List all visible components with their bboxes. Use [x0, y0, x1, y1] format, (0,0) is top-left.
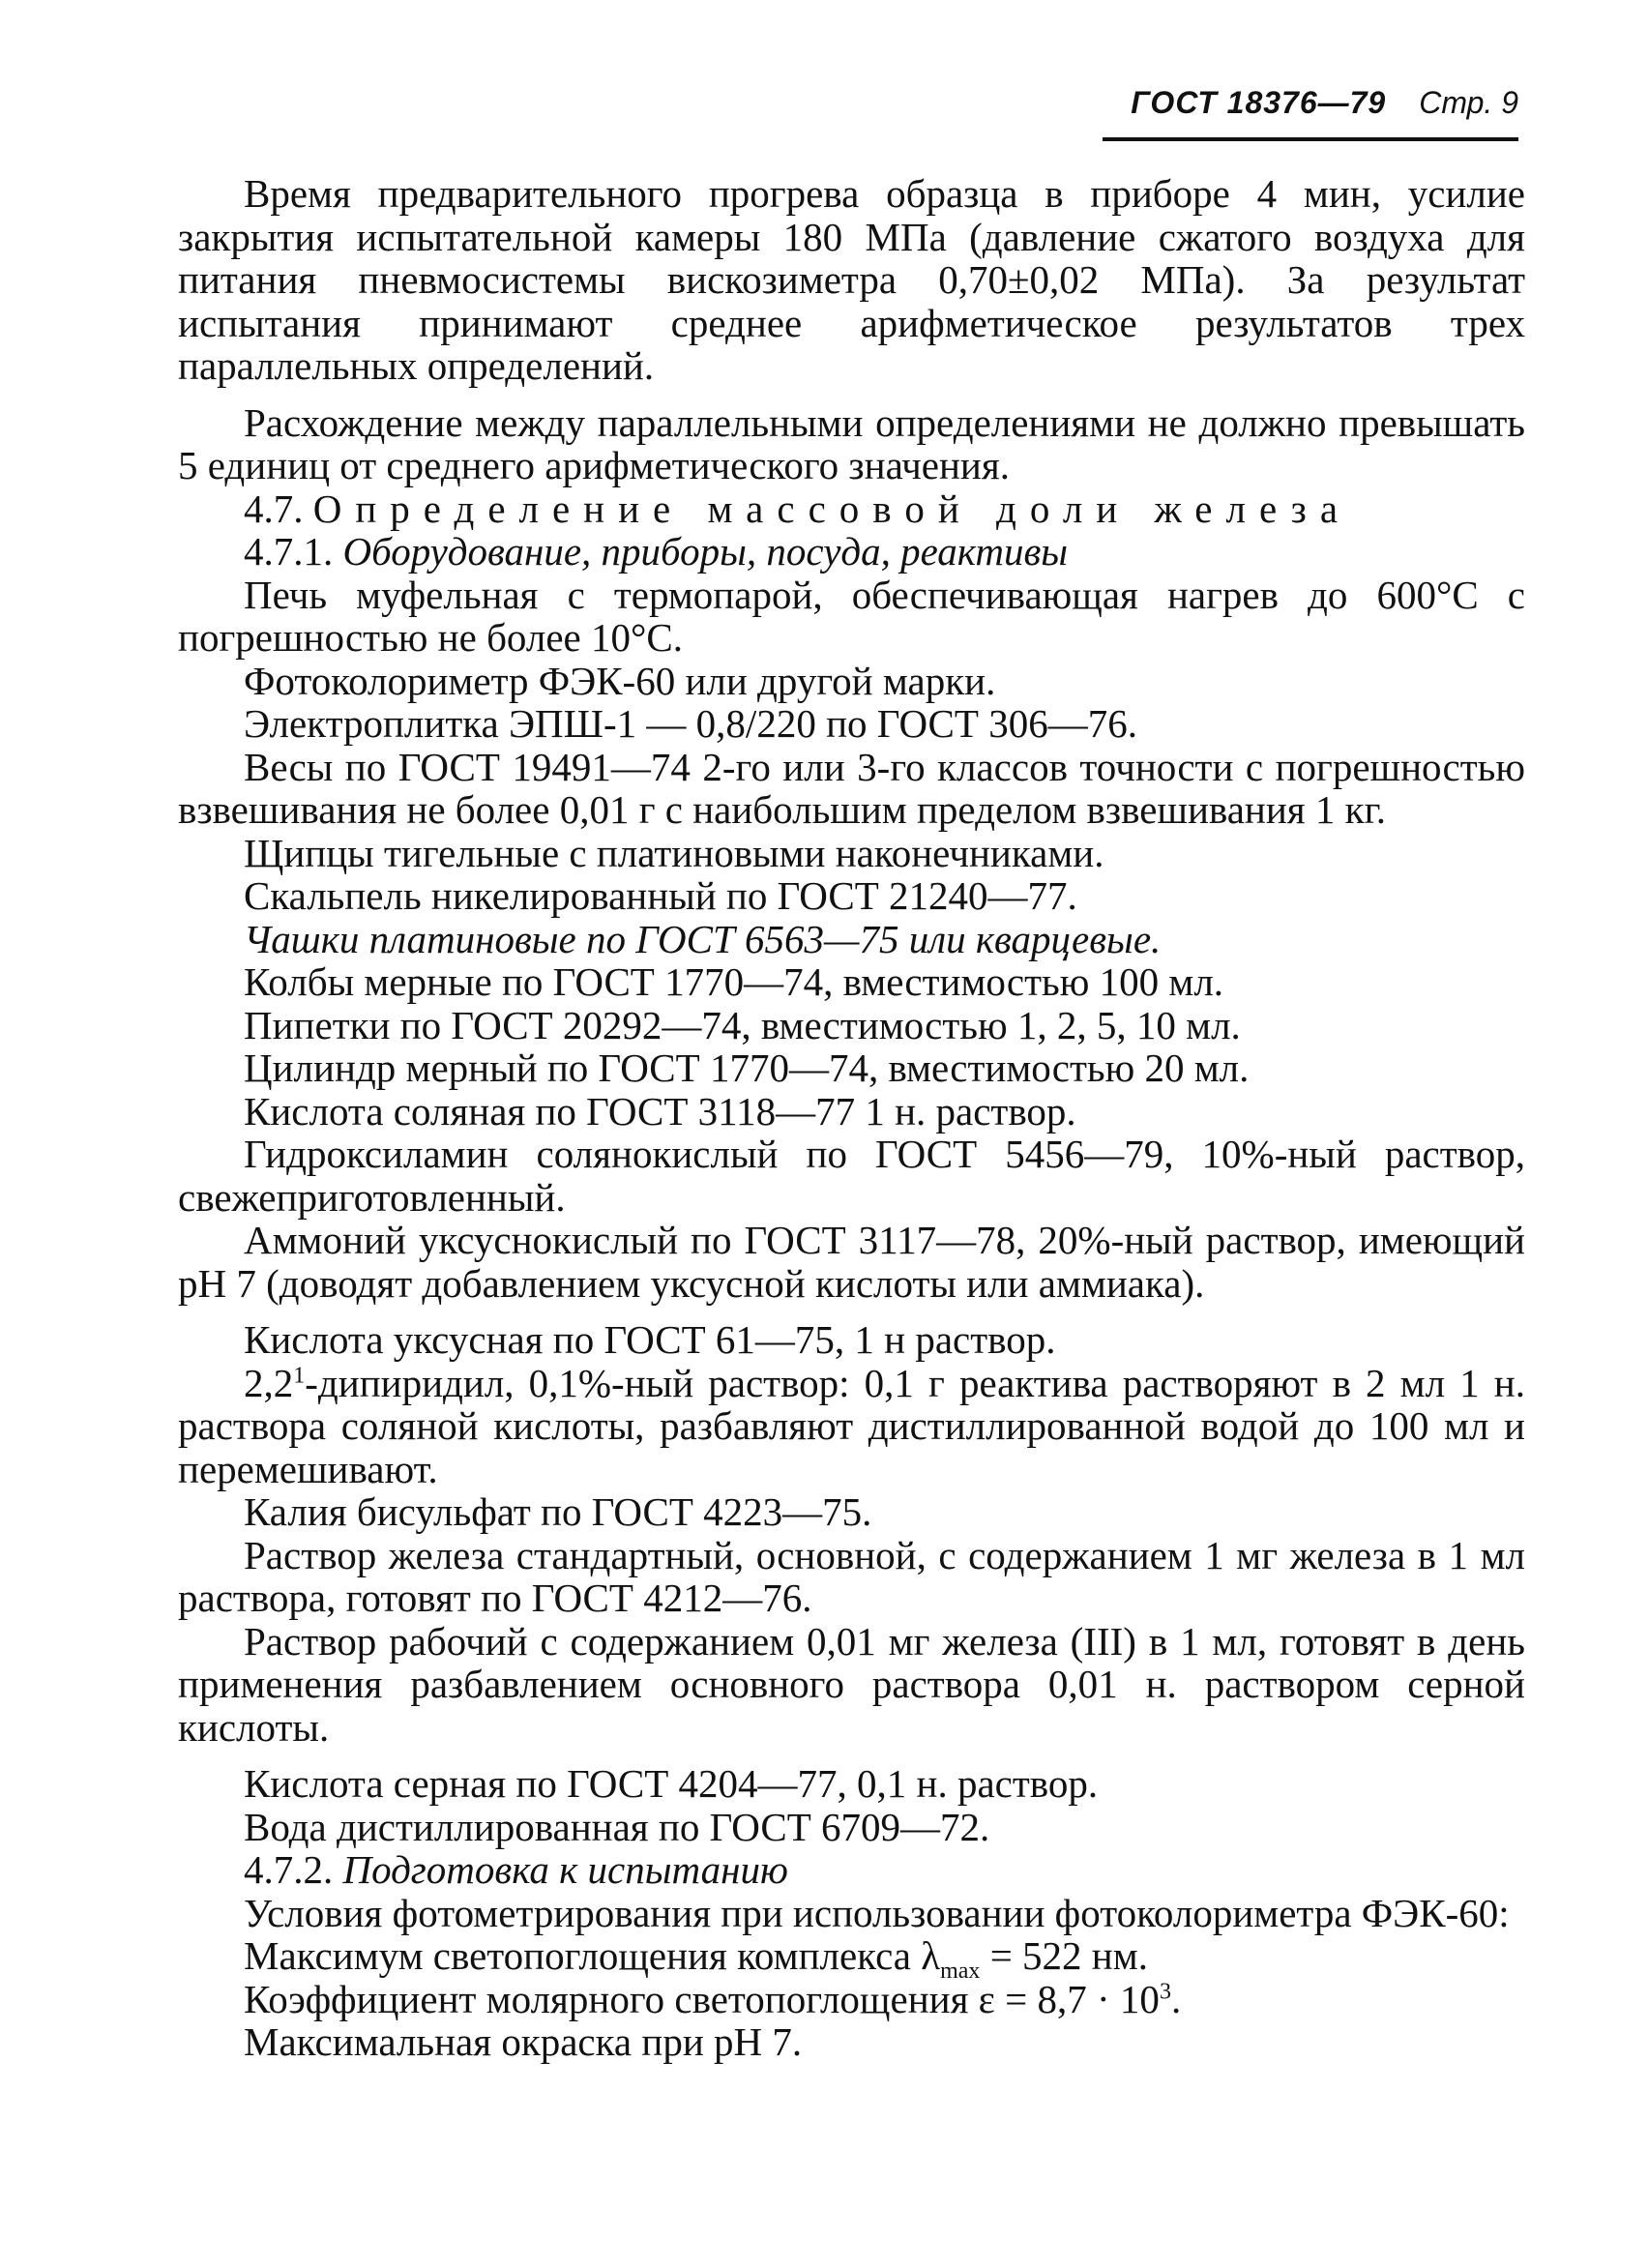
subsection-heading-4-7-1: [178, 530, 1525, 574]
list-item: Раствор железа стандартный, основной, с содержанием 1 мг железа в 1 мл раствора, готовят по ГОСТ 4212—76.: [178, 1532, 1525, 1620]
formula-text: Максимум светопоглощения комплекса λ: [244, 1933, 941, 1978]
list-item: Пипетки по ГОСТ 20292—74, вместимостью 1, 2, 5, 10 мл.: [244, 1002, 1241, 1047]
section-heading-4-7: [178, 487, 1525, 531]
superscript: 1: [293, 1362, 306, 1388]
list-item: Электроплитка ЭПШ-1 — 0,8/220 по ГОСТ 306—76.: [244, 701, 1137, 746]
formula-text: Коэффициент молярного светопоглощения ε = 8,7 · 10: [244, 1976, 1160, 2021]
formula-text: = 522 нм.: [980, 1933, 1148, 1978]
list-item: Скальпель никелированный по ГОСТ 21240—77.: [244, 873, 1077, 918]
list-item: Печь муфельная с термопарой, обеспечивающая нагрев до 600°С с погрешностью не более 10°С.: [178, 572, 1525, 660]
section-number: 4.7.: [244, 486, 304, 531]
list-item: Кислота соляная по ГОСТ 3118—77 1 н. раствор.: [244, 1088, 1076, 1134]
section-title: Определение массовой доли железа: [312, 486, 1352, 531]
paragraph: Время предварительного прогрева образца в приборе 4 мин, усилие закрытия испытательной камеры 180 МПа (давление сжатого воздуха для питания пневмосистемы вискозиметра 0,70±0,02 МПа). За результат испытания принимают среднее арифметическое результатов трех параллельных определений.: [178, 171, 1525, 388]
list-item: Кислота серная по ГОСТ 4204—77, 0,1 н. раствор.: [244, 1761, 1099, 1806]
subsection-heading-4-7-2: [178, 1848, 1525, 1892]
superscript: 3: [1159, 1978, 1171, 2004]
list-item: Кислота уксусная по ГОСТ 61—75, 1 н раствор.: [244, 1317, 1056, 1362]
list-item: Гидроксиламин солянокислый по ГОСТ 5456—79, 10%-ный раствор, свежеприготовленный.: [178, 1132, 1525, 1220]
formula-text: -дипиридил, 0,1%-ный раствор: 0,1 г реактива растворяют в 2 мл 1 н. раствора соляной кислоты, разбавляют дистиллированной водой до 100 мл и перемешивают.: [178, 1360, 1525, 1491]
section-number: 4.7.1.: [244, 529, 334, 574]
list-item: Щипцы тигельные с платиновыми наконечниками.: [244, 830, 1104, 875]
formula-text: 2,2: [244, 1360, 294, 1405]
paragraph: [178, 1978, 1525, 2021]
paragraph: Условия фотометрирования при использовании фотоколориметра ФЭК-60:: [244, 1890, 1510, 1935]
page-header: [1103, 85, 1518, 121]
paragraph: Максимальная окраска при рН 7.: [244, 2019, 803, 2064]
section-number: 4.7.2.: [244, 1847, 334, 1892]
subscript: max: [940, 1959, 981, 1985]
list-item: Весы по ГОСТ 19491—74 2-го или 3-го классов точности с погрешностью взвешивания не более 0,01 г с наибольшим пределом взвешивания 1 кг.: [178, 744, 1525, 832]
paragraph: [178, 1933, 1525, 1985]
formula-text: .: [1170, 1976, 1182, 2021]
list-item: Раствор рабочий с содержанием 0,01 мг железа (III) в 1 мл, готовят в день применения разбавлением основного раствора 0,01 н. раствором серной кислоты.: [178, 1618, 1525, 1750]
section-title: Оборудование, приборы, посуда, реактивы: [342, 529, 1069, 574]
header-rule: [1103, 137, 1518, 141]
list-item: Чашки платиновые по ГОСТ 6563—75 или кварцевые.: [244, 916, 1162, 961]
list-item: [178, 1362, 1525, 1491]
list-item: Калия бисульфат по ГОСТ 4223—75.: [244, 1489, 872, 1534]
list-item: Фотоколориметр ФЭК-60 или другой марки.: [244, 658, 996, 703]
page-number: Стр. 9: [1419, 85, 1518, 120]
list-item: Аммоний уксуснокислый по ГОСТ 3117—78, 20%-ный раствор, имеющий рН 7 (доводят добавлением уксусной кислоты или аммиака).: [178, 1218, 1525, 1306]
standard-number: ГОСТ 18376—79: [1131, 85, 1387, 120]
paragraph: Расхождение между параллельными определениями не должно превышать 5 единиц от среднего арифметического значения.: [178, 399, 1525, 487]
list-item: Цилиндр мерный по ГОСТ 1770—74, вместимостью 20 мл.: [244, 1046, 1250, 1090]
section-title: Подготовка к испытанию: [342, 1847, 788, 1892]
document-body: [178, 172, 1525, 2064]
list-item: Колбы мерные по ГОСТ 1770—74, вместимостью 100 мл.: [244, 959, 1224, 1004]
list-item: Вода дистиллированная по ГОСТ 6709—72.: [244, 1804, 990, 1849]
